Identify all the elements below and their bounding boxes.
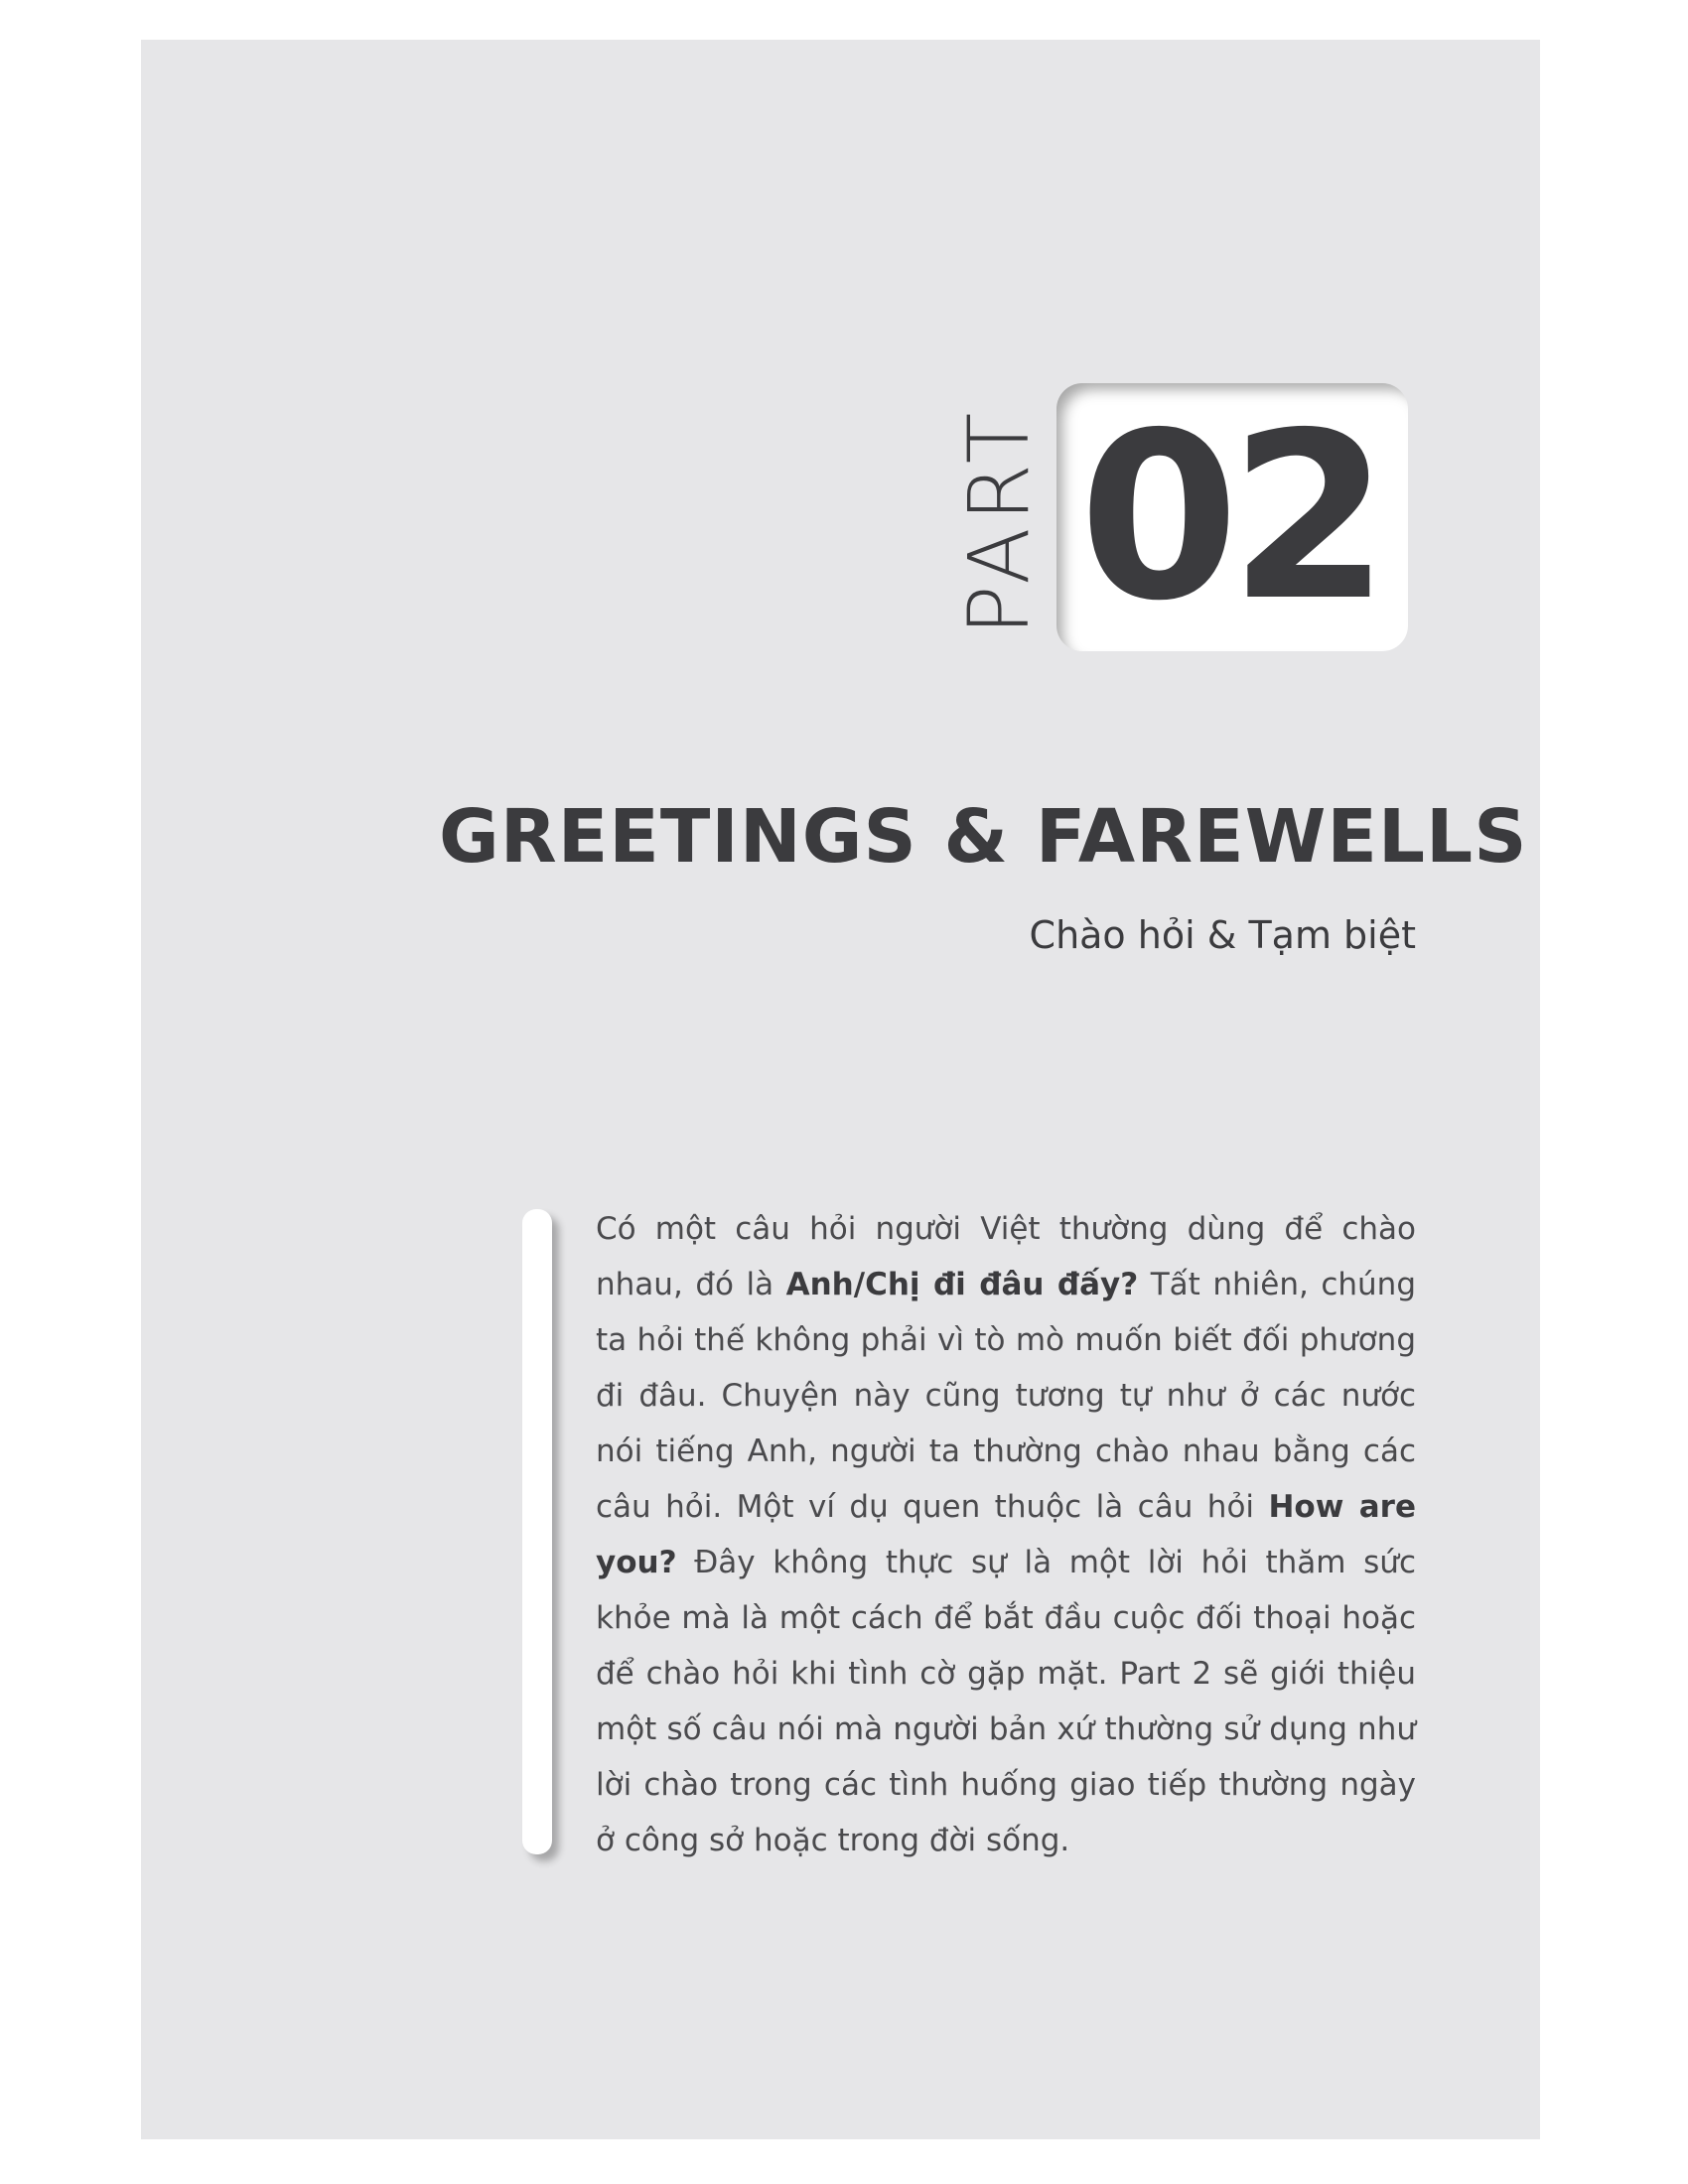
part-label bbox=[950, 397, 1048, 645]
quote-bar-decoration bbox=[522, 1209, 552, 1854]
intro-paragraph bbox=[596, 1201, 1416, 1868]
intro-text-3: Đây không thực sự là một lời hỏi thăm sức khỏe mà là một cách để bắt đầu cuộc đối thoại hoặc để chào hỏi khi tình cờ gặp mặt. Part 2 sẽ giới thiệu một số câu nói mà người bản xứ thường sử dụng như lời chào trong các tình huống giao tiếp thường ngày ở công sở hoặc trong đời sống. bbox=[596, 1545, 1416, 1858]
intro-text-2: Tất nhiên, chúng ta hỏi thế không phải vì tò mò muốn biết đối phương đi đâu. Chuyện này cũng tương tự như ở các nước nói tiếng Anh, người ta thường chào nhau bằng các câu hỏi. Một ví dụ quen thuộc là câu hỏi bbox=[596, 1267, 1417, 1525]
part-number: 02 bbox=[1078, 383, 1380, 651]
part-number-box bbox=[1056, 383, 1408, 651]
chapter-subtitle: Chào hỏi & Tạm biệt bbox=[1029, 913, 1416, 957]
intro-text-1: Có một câu hỏi người Việt thường dùng để chào nhau, đó là bbox=[596, 1211, 1416, 1302]
chapter-title: GREETINGS & FAREWELLS bbox=[439, 794, 1528, 880]
book-page bbox=[141, 40, 1540, 2139]
part-label-text: PART bbox=[950, 406, 1048, 636]
intro-bold-1: Anh/Chị đi đâu đấy? bbox=[785, 1267, 1139, 1302]
intro-bold-2: How are you? bbox=[596, 1489, 1416, 1580]
